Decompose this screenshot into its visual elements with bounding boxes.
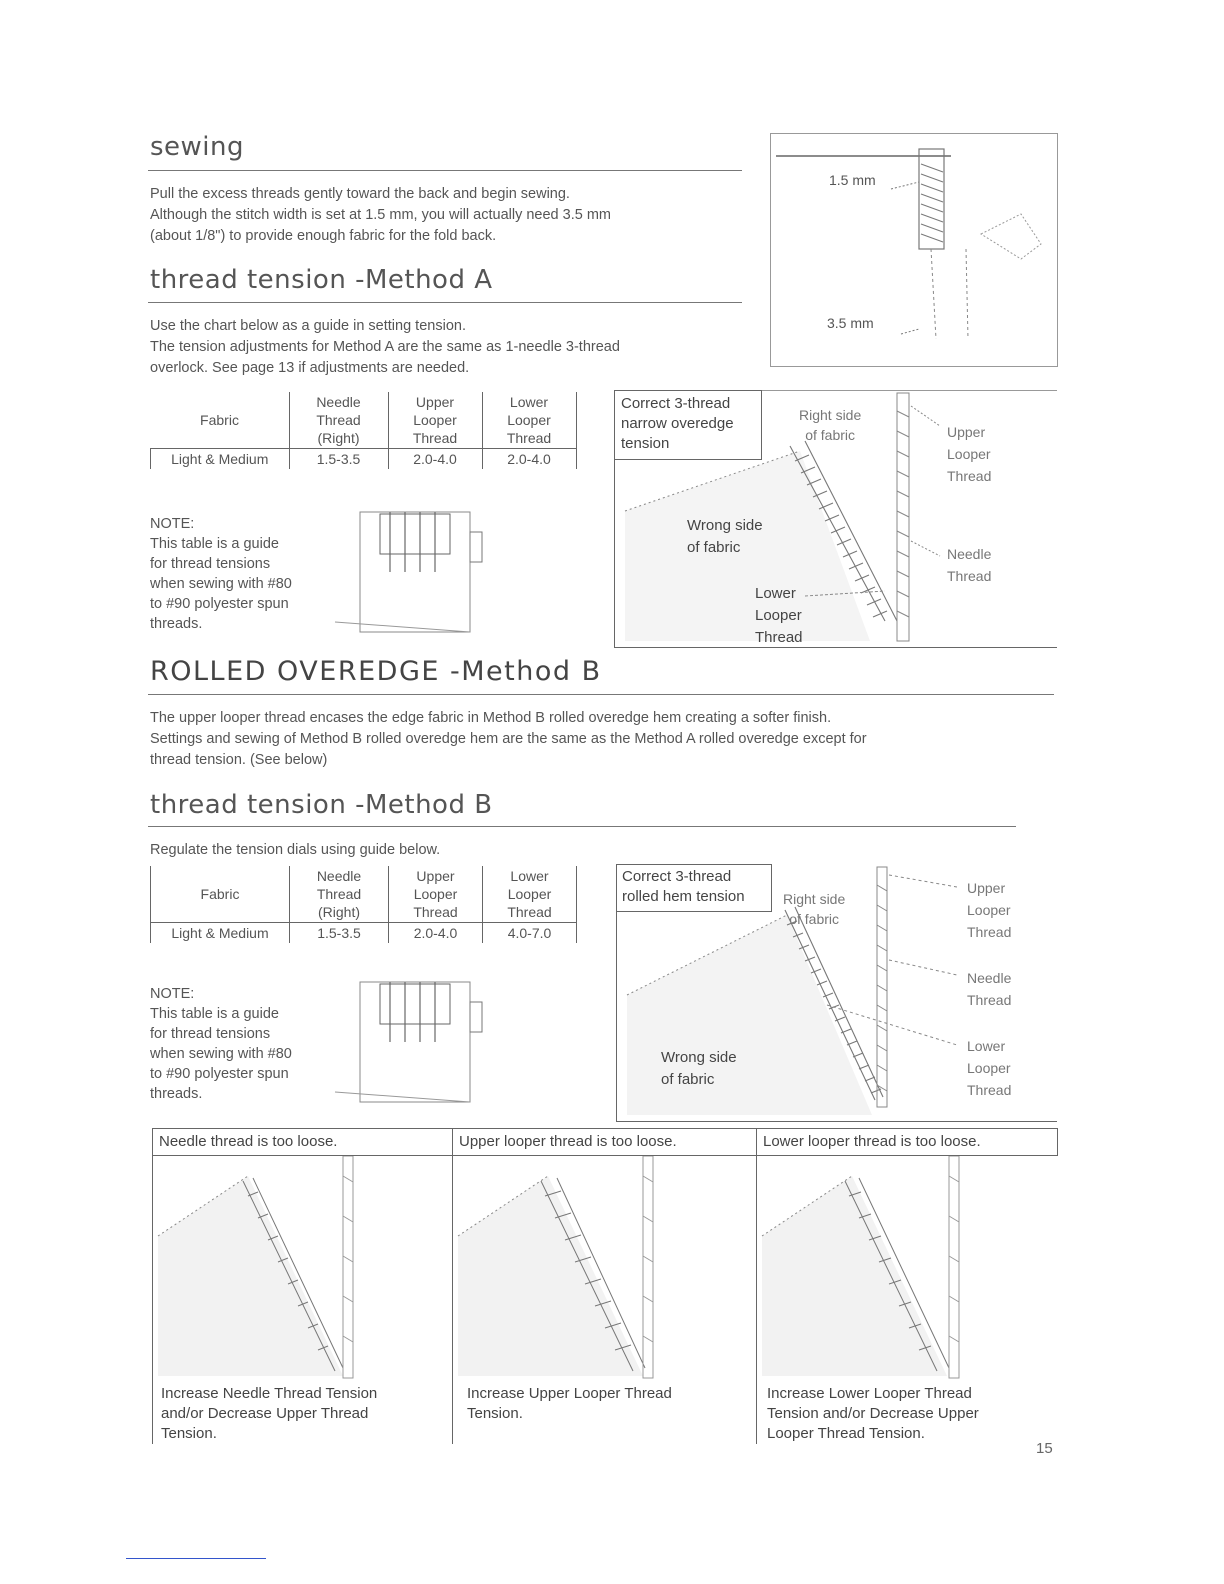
divider (148, 302, 742, 303)
panel-title: Needle thread is too loose. (159, 1133, 338, 1150)
upper-looper-loose-panel (452, 1128, 757, 1444)
wrong-side-label: Wrong side of fabric (687, 517, 763, 556)
text-line: Regulate the tension dials using guide below. (150, 842, 441, 858)
troubleshooting-panels (152, 1128, 1056, 1444)
panel-fix-text: Increase Upper Looper Thread Tension. (467, 1385, 672, 1422)
right-side-label: Right side of fabric (783, 891, 846, 927)
column-header-needle: Needle Thread (Right) (289, 392, 388, 449)
table-cell: 2.0-4.0 (389, 923, 483, 944)
column-header-needle: Needle Thread (Right) (290, 866, 389, 923)
sewing-paragraph (150, 184, 760, 247)
divider (148, 826, 1016, 827)
divider (148, 694, 1054, 695)
footnote-rule (126, 1558, 266, 1559)
column-header-fabric: Fabric (151, 392, 290, 449)
divider (148, 170, 742, 171)
text-line: The upper looper thread encases the edge fabric in Method B rolled overedge hem creating a softer finish. (150, 710, 832, 726)
lower-looper-loose-stitch-drawing (757, 1156, 1057, 1386)
table-header-row (151, 866, 577, 923)
caption-line: Correct 3-thread (622, 868, 732, 885)
wrong-side-label: Wrong side of fabric (661, 1049, 737, 1088)
rolled-overedge-paragraph (150, 708, 1050, 771)
panel-title: Lower looper thread is too loose. (763, 1133, 981, 1150)
stitch-width-label: 1.5 mm (829, 172, 876, 188)
text-line: Although the stitch width is set at 1.5 mm, you will actually need 3.5 mm (150, 207, 611, 223)
rolled-overedge-heading: ROLLED OVEREDGE -Method B (150, 656, 602, 687)
needle-loose-stitch-drawing (153, 1156, 453, 1386)
column-header-lower-looper: Lower Looper Thread (482, 392, 576, 449)
column-header-lower-looper: Lower Looper Thread (483, 866, 577, 923)
panel-title-box (152, 1128, 454, 1156)
needle-loose-panel (152, 1128, 453, 1444)
upper-looper-label: Upper Looper Thread (947, 424, 992, 484)
method-a-tension-table (150, 392, 577, 469)
needle-thread-label: Needle Thread (967, 970, 1012, 1008)
panel-title: Upper looper thread is too loose. (459, 1133, 677, 1150)
needle-thread-label: Needle Thread (947, 546, 992, 584)
method-b-stitch-figure (616, 865, 1057, 1122)
caption-line: Correct 3-thread (621, 395, 731, 412)
method-a-stitch-figure (614, 390, 1057, 648)
sewing-heading: sewing (150, 132, 245, 162)
lower-looper-label: Lower Looper Thread (967, 1038, 1012, 1098)
table-cell: 4.0-7.0 (483, 923, 577, 944)
panel-fix-text: Increase Lower Looper Thread Tension and/or Decrease Upper Looper Thread Tension. (767, 1385, 979, 1442)
text-line: The tension adjustments for Method A are the same as 1-needle 3-thread (150, 339, 620, 355)
method-b-heading: thread tension -Method B (150, 790, 493, 820)
caption-line: narrow overedge (621, 415, 734, 432)
text-line: Pull the excess threads gently toward the back and begin sewing. (150, 186, 570, 202)
tension-dials-illustration (330, 962, 490, 1112)
text-line: thread tension. (See below) (150, 752, 328, 768)
stitch-width-diagram (770, 133, 1058, 367)
table-cell: Light & Medium (151, 449, 290, 470)
text-line: (about 1/8") to provide enough fabric for the fold back. (150, 228, 497, 244)
method-a-paragraph (150, 316, 760, 379)
caption-line: rolled hem tension (622, 888, 745, 905)
figure-caption-box (616, 864, 772, 912)
page-number: 15 (1036, 1440, 1053, 1457)
text-line: Use the chart below as a guide in setting tension. (150, 318, 466, 334)
method-b-paragraph (150, 840, 750, 861)
method-b-tension-table (150, 866, 577, 943)
panel-title-box (756, 1128, 1058, 1156)
text-line: overlock. See page 13 if adjustments are needed. (150, 360, 470, 376)
panel-fix-text: Increase Needle Thread Tension and/or Decrease Upper Thread Tension. (161, 1385, 378, 1442)
text-line: Settings and sewing of Method B rolled overedge hem are the same as the Method A rolled overedge except for (150, 731, 867, 747)
panel-title-box (452, 1128, 758, 1156)
column-header-fabric: Fabric (151, 866, 290, 923)
method-b-note: NOTE: This table is a guide for thread tensions when sewing with #80 to #90 polyester spun threads. (150, 986, 292, 1102)
table-row (151, 923, 577, 944)
table-cell: 1.5-3.5 (290, 923, 389, 944)
foot-illustration (771, 134, 1057, 366)
table-cell: 2.0-4.0 (482, 449, 576, 470)
method-a-note: NOTE: This table is a guide for thread tensions when sewing with #80 to #90 polyester spun threads. (150, 516, 292, 632)
table-header-row (151, 392, 577, 449)
column-header-upper-looper: Upper Looper Thread (388, 392, 482, 449)
caption-line: tension (621, 435, 670, 452)
column-header-upper-looper: Upper Looper Thread (389, 866, 483, 923)
table-row (151, 449, 577, 470)
table-cell: 1.5-3.5 (289, 449, 388, 470)
fold-width-label: 3.5 mm (827, 315, 874, 331)
table-cell: Light & Medium (151, 923, 290, 944)
tension-dials-illustration (330, 492, 490, 642)
method-a-heading: thread tension -Method A (150, 265, 493, 295)
table-cell: 2.0-4.0 (388, 449, 482, 470)
lower-looper-loose-panel (756, 1128, 1057, 1444)
right-side-label: Right side of fabric (799, 407, 862, 443)
figure-caption-box (614, 390, 762, 460)
upper-looper-label: Upper Looper Thread (967, 880, 1012, 940)
lower-looper-label: Lower Looper Thread (755, 585, 803, 646)
upper-looper-loose-stitch-drawing (453, 1156, 757, 1386)
